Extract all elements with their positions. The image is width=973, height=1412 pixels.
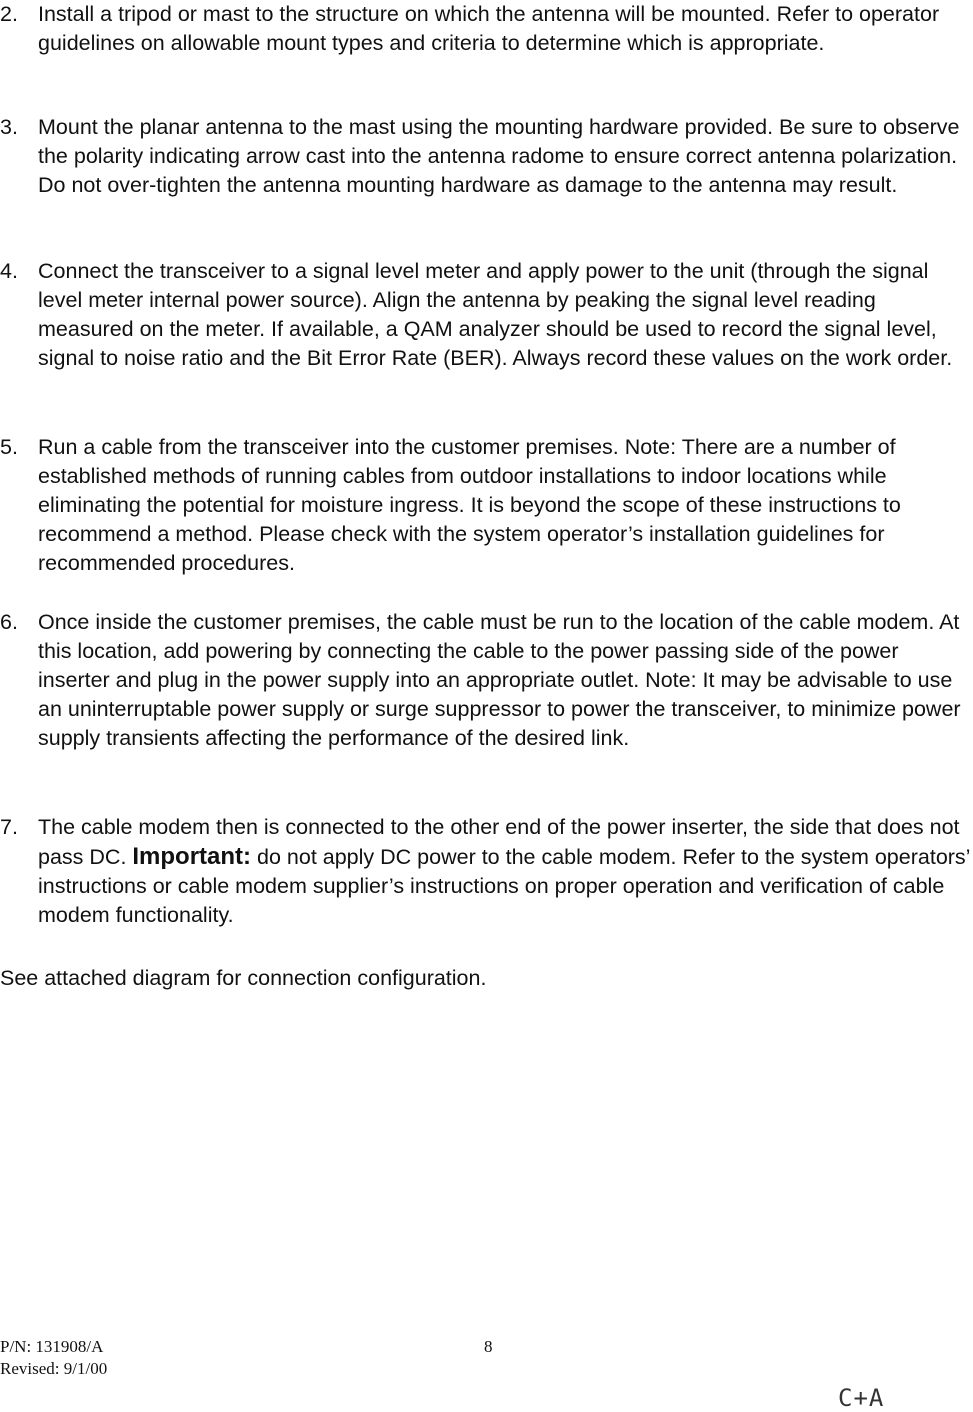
important-label: Important: — [132, 843, 252, 870]
step-item — [0, 608, 973, 753]
part-number: P/N: 131908/A — [0, 1337, 104, 1356]
step-number: 7. — [0, 815, 18, 839]
step-item — [0, 257, 973, 373]
step-text-part: do not apply DC power to the cable modem. Refer to the system operators’ instructions or cable modem supplier’s instructions on proper operation and verification of cable modem functionality. — [38, 845, 970, 927]
closing-note: See attached diagram for connection configuration. — [0, 966, 487, 990]
step-item — [0, 0, 973, 58]
step-number: 4. — [0, 259, 18, 283]
step-text — [38, 813, 972, 930]
step-number: 5. — [0, 435, 18, 459]
step-number: 6. — [0, 610, 18, 634]
step-text: Install a tripod or mast to the structure on which the antenna will be mounted. Refer to operator guidelines on allowable mount types and criteria to determine which is appropriate. — [38, 2, 940, 55]
step-item — [0, 813, 973, 930]
step-item — [0, 433, 973, 578]
step-text-part: The cable modem then is connected to the other end of the power inserter, the side that does not pass DC. — [38, 815, 960, 869]
company-logo: C+A — [838, 1384, 885, 1412]
step-text: Once inside the customer premises, the cable must be run to the location of the cable modem. At this location, add powering by connecting the cable to the power passing side of the power inserter and plug in the power supply into an appropriate outlet. Note: It may be advisable to use an uninterruptable power supply or surge suppressor to power the transceiver, to minimize power supply transients affecting the performance of the desired link. — [38, 610, 961, 750]
step-text: Connect the transceiver to a signal level meter and apply power to the unit (through the signal level meter internal power source). Align the antenna by peaking the signal level reading measured on the meter. If available, a QAM analyzer should be used to record the signal level, signal to noise ratio and the Bit Error Rate (BER). Always record these values on the work order. — [38, 259, 953, 370]
page-number: 8 — [484, 1337, 493, 1356]
revision-date: Revised: 9/1/00 — [0, 1359, 108, 1378]
step-text: Mount the planar antenna to the mast using the mounting hardware provided. Be sure to observe the polarity indicating arrow cast into the antenna radome to ensure correct antenna polarization. Do not over-tighten the antenna mounting hardware as damage to the antenna may result. — [38, 115, 960, 197]
step-number: 3. — [0, 115, 18, 139]
step-item — [0, 113, 973, 200]
step-text: Run a cable from the transceiver into the customer premises. Note: There are a number of established methods of running cables from outdoor installations to indoor locations while eliminating the potential for moisture ingress. It is beyond the scope of these instructions to recommend a method. Please check with the system operator’s installation guidelines for recommended procedures. — [38, 435, 901, 575]
step-number: 2. — [0, 2, 18, 26]
